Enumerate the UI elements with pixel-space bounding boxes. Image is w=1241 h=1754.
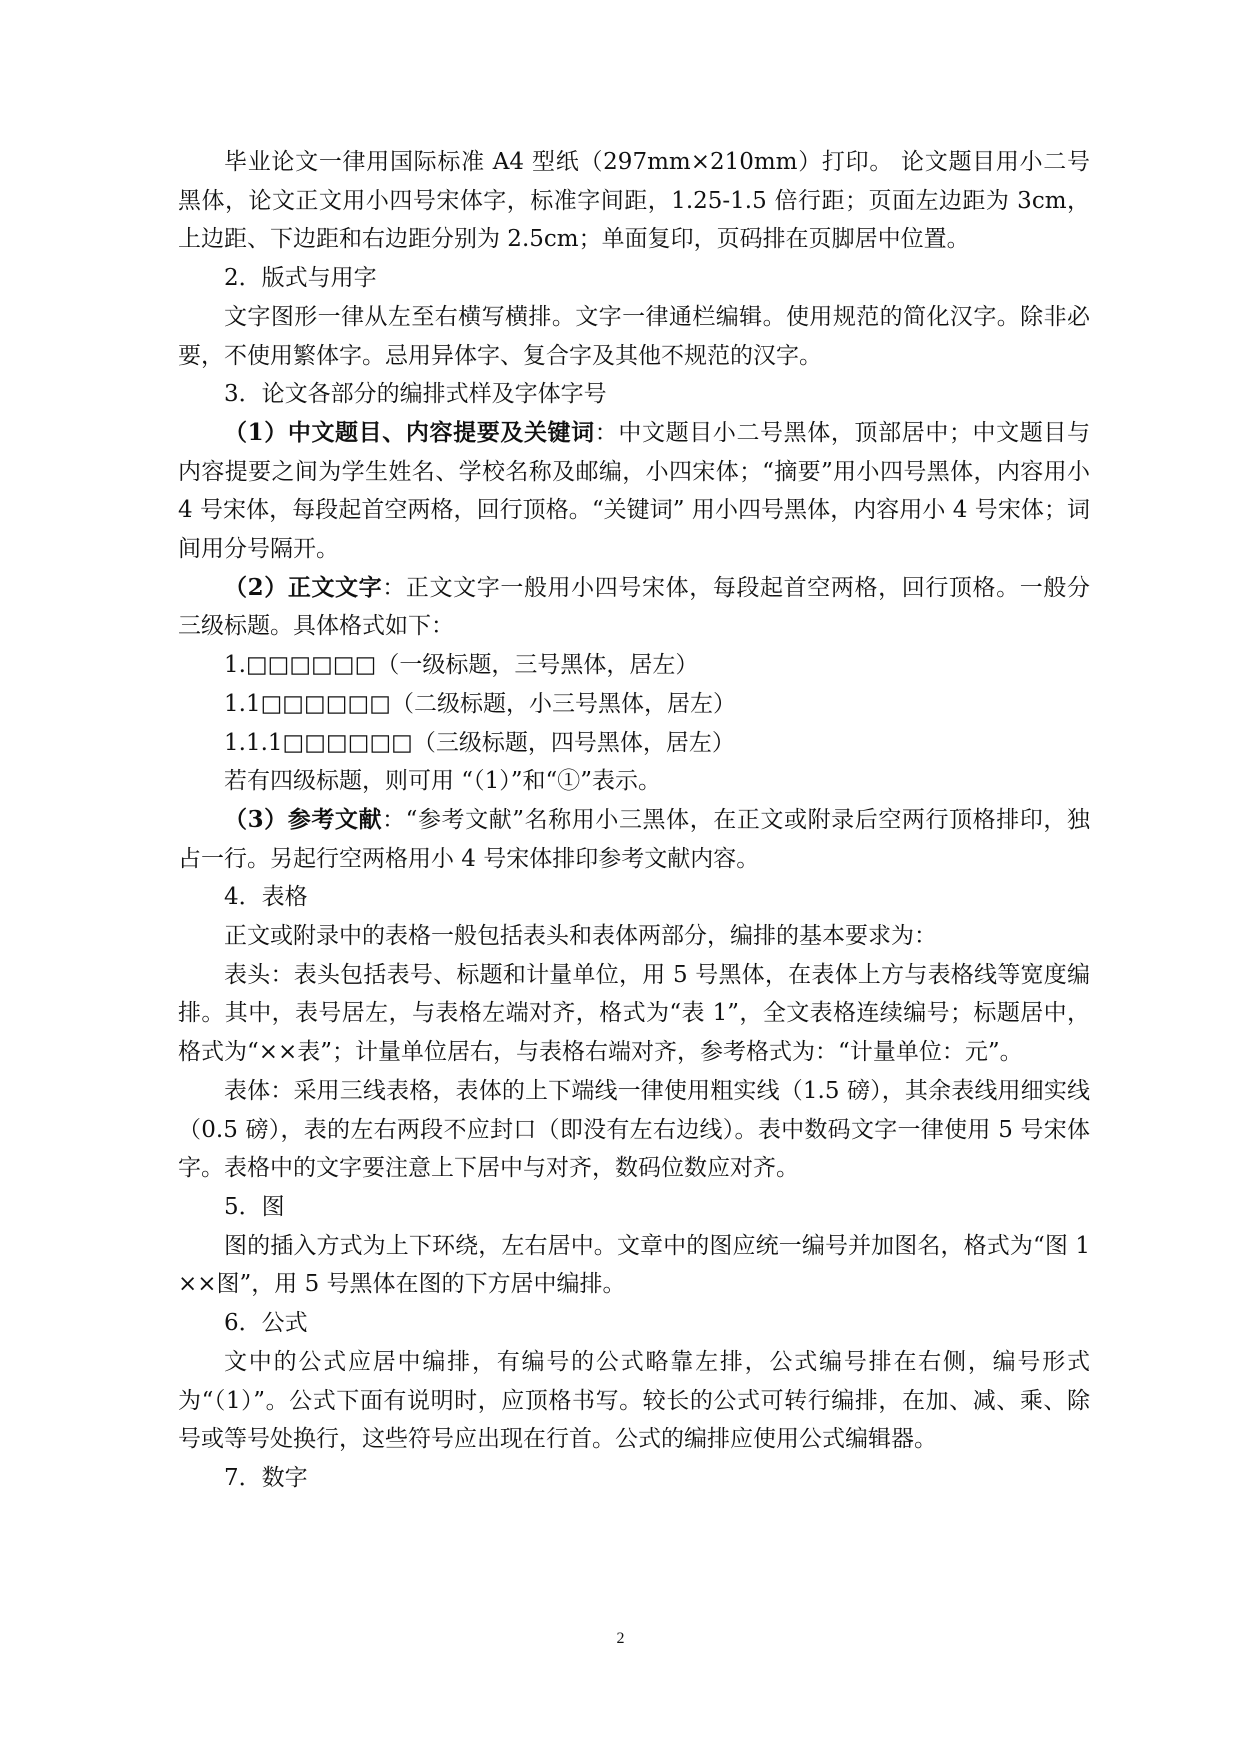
subsection-label-title-abstract: （1）中文题目、内容提要及关键词: [224, 418, 595, 446]
paragraph-table-header: 表头：表头包括表号、标题和计量单位，用 5 号黑体，在表体上方与表格线等宽度编排。其中，表号居左，与表格左端对齐，格式为“表 1”，全文表格连续编号；标题居中，格式为“××表”；计量单位居右，与表格右端对齐，参考格式为：“计量单位：元”。: [178, 961, 1090, 1066]
paragraph-formulas: 文中的公式应居中编排，有编号的公式略靠左排，公式编号排在右侧，编号形式为“（1）”。公式下面有说明时，应顶格书写。较长的公式可转行编排，在加、减、乘、除号或等号处换行，这些符号应出现在行首。公式的编排应使用公式编辑器。: [178, 1348, 1090, 1453]
paragraph-table-body: 表体：采用三线表格，表体的上下端线一律使用粗实线（1.5 磅），其余表线用细实线（0.5 磅），表的左右两段不应封口（即没有左右边线）。表中数码文字一律使用 5 号宋体字。表格中的文字要注意上下居中与对齐，数码位数应对齐。: [178, 1077, 1090, 1182]
paragraph-tables-intro: 正文或附录中的表格一般包括表头和表体两部分，编排的基本要求为：: [224, 923, 937, 950]
section-heading-numbers: 7．数字: [224, 1464, 308, 1491]
heading-level-1-example: 1.□□□□□□（一级标题，三号黑体，居左）: [224, 652, 699, 679]
subsection-text-body-text: ：正文文字一般用小四号宋体，每段起首空两格，回行顶格。一般分三级标题。具体格式如下：: [178, 574, 1090, 640]
document-body: [178, 143, 1121, 1498]
heading-level-4-note: 若有四级标题，则可用 “（1）”和“①”表示。: [224, 768, 661, 795]
subsection-label-body-text: （2）正文文字: [224, 573, 383, 601]
section-heading-figures: 5．图: [224, 1193, 285, 1220]
subsection-text-title-abstract: ：中文题目小二号黑体，顶部居中；中文题目与内容提要之间为学生姓名、学校名称及邮编，小四宋体；“摘要”用小四号黑体，内容用小 4 号宋体，每段起首空两格，回行顶格。“关键词” 用小四号黑体，内容用小 4 号宋体；词间用分号隔开。: [178, 419, 1090, 563]
subsection-text-references: ：“参考文献”名称用小三黑体，在正文或附录后空两行顶格排印，独占一行。另起行空两格用小 4 号宋体排印参考文献内容。: [178, 806, 1090, 872]
paragraph-title-abstract-keywords: [178, 414, 1090, 569]
paragraph-figures: 图的插入方式为上下环绕，左右居中。文章中的图应统一编号并加图名，格式为“图 1 ××图”，用 5 号黑体在图的下方居中编排。: [178, 1232, 1121, 1298]
heading-level-2-example: 1.1□□□□□□（二级标题，小三号黑体，居左）: [224, 690, 736, 717]
section-heading-parts-format: 3．论文各部分的编排式样及字体字号: [224, 381, 607, 408]
page-number: 2: [616, 1630, 625, 1647]
heading-level-3-example: 1.1.1□□□□□□（三级标题，四号黑体，居左）: [224, 729, 735, 756]
paragraph-paper-format: 毕业论文一律用国际标准 A4 型纸（297mm×210mm）打印。 论文题目用小二号黑体，论文正文用小四号宋体字，标准字间距，1.25-1.5 倍行距；页面左边距为 3cm，上边距、下边距和右边距分别为 2.5cm；单面复印，页码排在页脚居中位置。: [178, 149, 1090, 253]
section-heading-formulas: 6．公式: [224, 1310, 308, 1337]
subsection-label-references: （3）参考文献: [224, 805, 383, 833]
paragraph-layout: 文字图形一律从左至右横写横排。文字一律通栏编辑。使用规范的简化汉字。除非必要，不使用繁体字。忌用异体字、复合字及其他不规范的汉字。: [178, 303, 1090, 369]
section-heading-layout: 2．版式与用字: [224, 265, 377, 292]
paragraph-body-text: [178, 569, 1090, 646]
section-heading-tables: 4．表格: [224, 884, 308, 911]
paragraph-references: [178, 801, 1090, 878]
